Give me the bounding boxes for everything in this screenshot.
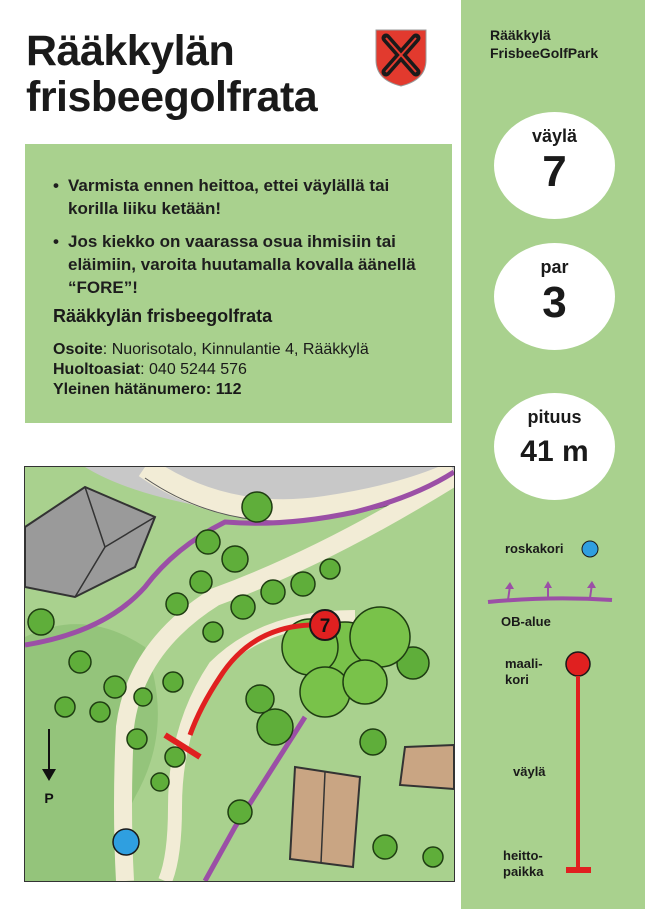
legend-basket-line-2: kori (505, 672, 529, 687)
course-map (24, 466, 455, 882)
address-label: Osoite (53, 341, 103, 358)
hole-number-badge (494, 112, 615, 219)
north-label: P (44, 790, 54, 806)
municipal-crest-icon (374, 28, 428, 88)
length-badge (494, 393, 615, 500)
maintenance-label: Huoltoasiat (53, 361, 141, 378)
hole-label: väylä (531, 126, 578, 146)
side-panel (461, 0, 645, 909)
legend-basket-line-1: maali- (505, 656, 543, 671)
map-building (400, 745, 454, 789)
maintenance-value: : 040 5244 576 (140, 361, 247, 378)
title-line-2: frisbeegolfrata (26, 73, 318, 121)
par-badge (494, 243, 615, 350)
legend-basket-label (505, 656, 543, 688)
safety-rule: • Varmista ennen heittoa, ettei väylällä tai korilla liiku ketään! (53, 174, 433, 220)
address-value: : Nuorisotalo, Kinnulantie 4, Rääkkylä (102, 341, 369, 358)
safety-rules (53, 174, 433, 309)
page-title (26, 28, 317, 120)
park-name (490, 26, 598, 62)
legend-fairway-icon (561, 648, 601, 880)
map-illustration (25, 467, 454, 881)
park-name-line-1: Rääkkylä (490, 27, 551, 43)
trash-can-icon (113, 829, 139, 855)
course-name: Rääkkylän frisbeegolfrata (53, 306, 273, 326)
address-line (53, 340, 369, 360)
legend-ob-icon (486, 580, 614, 608)
legend-tee-line-1: heitto- (503, 848, 543, 863)
par-value: 3 (542, 278, 567, 327)
hole-value: 7 (542, 147, 567, 196)
legend-trash-label: roskakori (505, 541, 564, 556)
legend-fairway-label: väylä (513, 764, 546, 779)
hole-marker-number: 7 (319, 616, 331, 637)
title-line-1: Rääkkylän (26, 27, 235, 75)
legend-ob-label: OB-alue (501, 614, 551, 629)
length-value: 41 m (520, 435, 589, 468)
length-label: pituus (527, 407, 582, 427)
par-label: par (540, 257, 569, 277)
legend-tee-line-2: paikka (503, 864, 544, 879)
maintenance-line (53, 360, 247, 380)
park-name-line-2: FrisbeeGolfPark (490, 45, 599, 61)
safety-rule: • Jos kiekko on vaarassa osua ihmisiin tai eläimiin, varoita huutamalla kovalla äänellä “FORE”! (53, 230, 433, 299)
info-box (25, 144, 452, 423)
legend-trash-icon (581, 540, 599, 558)
emergency-number: Yleinen hätänumero: 112 (53, 381, 242, 398)
legend-tee-label (503, 848, 543, 880)
